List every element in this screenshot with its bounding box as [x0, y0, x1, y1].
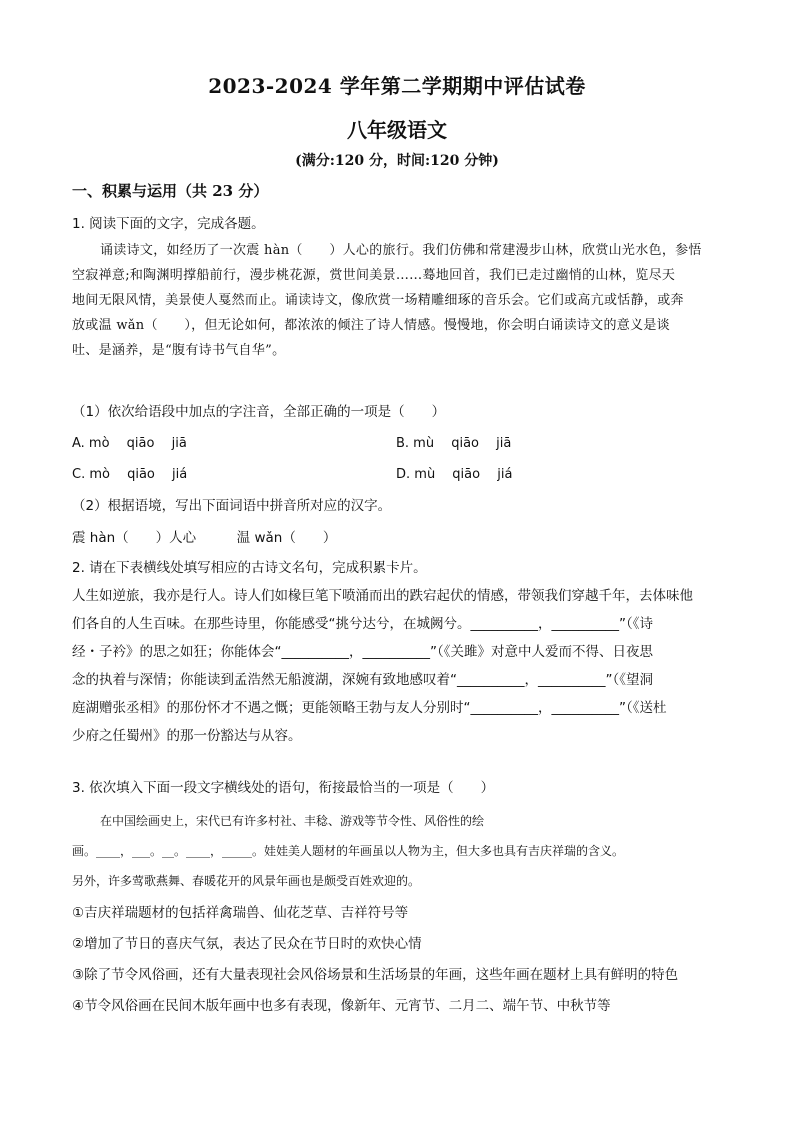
q2-line: 念的执着与深情；你能读到孟浩然无船渡湖，深婉有致地感叹着“__________，__________”（《望洞: [72, 672, 653, 688]
q3-items: [72, 898, 720, 1022]
q3-passage: [72, 806, 720, 896]
option-c: C. mò qiāo jiá: [72, 467, 188, 482]
score-info: (满分:120 分，时间:120 分钟): [295, 153, 499, 169]
passage-line: 空寂禅意;和陶渊明撑船前行，漫步桃花源，赏世间美景……蓦地回首，我们已走过幽悄的山林，览尽天: [72, 268, 676, 283]
passage-line: 吐、是涵养，是“腹有诗书气自华”。: [72, 343, 286, 358]
q2-stem: 2. 请在下表横线处填写相应的古诗文名句，完成积累卡片。: [72, 560, 427, 576]
q2-card-text: [72, 582, 720, 750]
q2-line: 少府之任蜀州》的那一份豁达与从容。: [72, 728, 302, 744]
q3-passage-line: 画。____，___。__。____，_____。娃娃美人题材的年画虽以人物为主，但大多也具有吉庆祥瑞的含义。: [72, 844, 625, 858]
option-d: D. mù qiāo jiá: [396, 467, 513, 482]
passage-line: 诵读诗文，如经历了一次震 hàn（ ）人心的旅行。我们仿佛和常建漫步山林，欣赏山光水色，参悟: [100, 243, 702, 258]
q1-sub2: （2）根据语境，写出下面词语中拼音所对应的汉字。: [72, 498, 392, 514]
q3-stem: 3. 依次填入下面一段文字横线处的语句，衔接最恰当的一项是（ ）: [72, 780, 495, 796]
q3-item: ③除了节令风俗画，还有大量表现社会风俗场景和生活场景的年画，这些年画在题材上具有鲜明的特色: [72, 967, 679, 983]
q2-line: 们各自的人生百味。在那些诗里，你能感受“挑兮达兮，在城阙兮。__________，__________”（《诗: [72, 616, 653, 632]
option-b: B. mù qiāo jiā: [396, 436, 512, 451]
q1-sub1: （1）依次给语段中加点的字注音，全部正确的一项是（ ）: [72, 404, 446, 420]
q2-line: 庭湖赠张丞相》的那份怀才不遇之慨；更能领略王勃与友人分别时“__________，__________”（《送杜: [72, 700, 667, 716]
section-heading: 一、积累与运用（共 23 分）: [72, 182, 269, 200]
passage-line: 放或温 wǎn（ ），但无论如何，都浓浓的倾注了诗人情感。慢慢地，你会明白诵读诗文的意义是谈: [72, 318, 670, 333]
q1-stem: 1. 阅读下面的文字，完成各题。: [72, 216, 265, 232]
exam-subject: 八年级语文: [347, 118, 447, 142]
q3-item: ②增加了节日的喜庆气氛，表达了民众在节日时的欢快心情: [72, 936, 422, 952]
option-a: A. mò qiāo jiā: [72, 436, 187, 451]
q3-item: ①吉庆祥瑞题材的包括祥禽瑞兽、仙花芝草、吉祥符号等: [72, 905, 409, 921]
q3-passage-line: 另外，许多莺歌燕舞、春暖花开的风景年画也是颇受百姓欢迎的。: [72, 874, 421, 888]
q2-line: 人生如逆旅，我亦是行人。诗人们如椽巨笔下喷涌而出的跌宕起伏的情感，带领我们穿越千年，去体味他: [72, 588, 693, 604]
q3-passage-line: 在中国绘画史上，宋代已有许多村社、丰稔、游戏等节令性、风俗性的绘: [100, 814, 485, 828]
q1-sub2-items: 震 hàn（ ）人心 温 wǎn（ ）: [72, 530, 337, 546]
q2-line: 经・子衿》的思之如狂；你能体会“__________，__________”（《关雎》对意中人爱而不得、日夜思: [72, 644, 653, 660]
q3-item: ④节令风俗画在民间木版年画中也多有表现，像新年、元宵节、二月二、端午节、中秋节等: [72, 998, 611, 1014]
passage-line: 地间无限风情，美景使人戛然而止。诵读诗文，像欣赏一场精雕细琢的音乐会。它们或高亢或恬静，或奔: [72, 293, 684, 308]
exam-title: 2023-2024 学年第二学期期中评估试卷: [208, 74, 586, 98]
q1-passage: [72, 238, 720, 363]
